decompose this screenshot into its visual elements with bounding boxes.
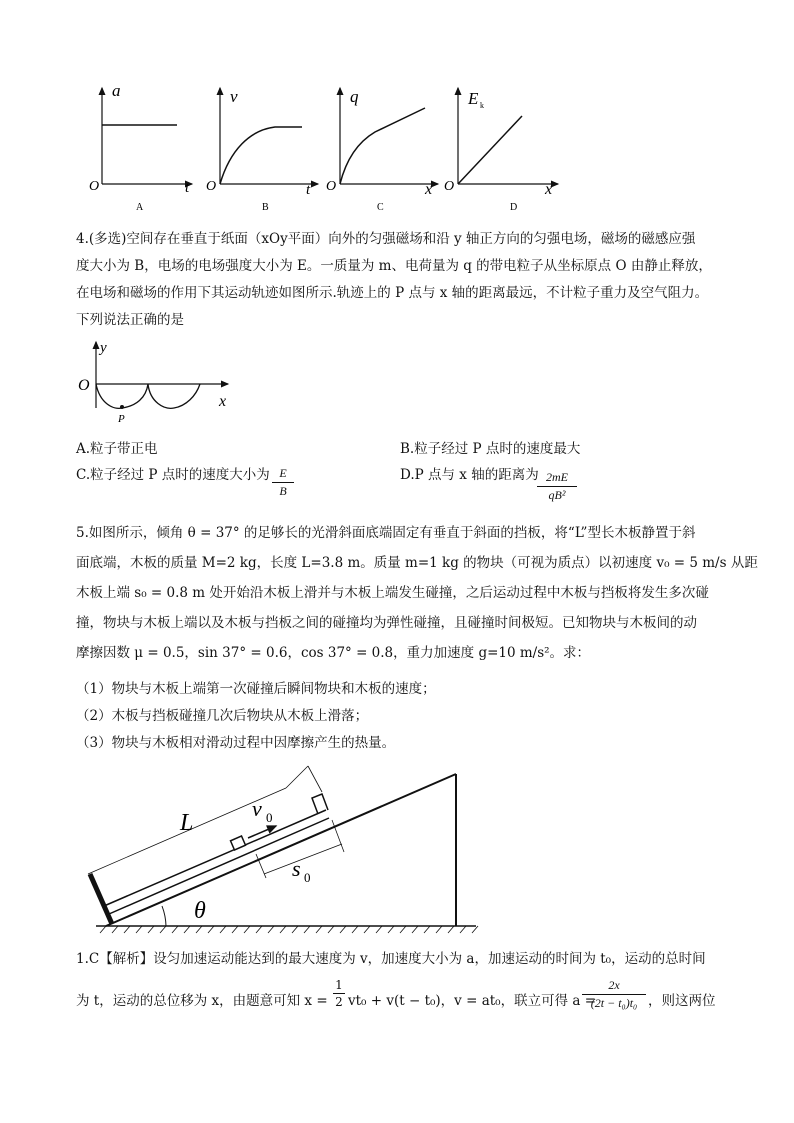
board-stopper bbox=[312, 794, 328, 814]
label-s0: s bbox=[292, 856, 301, 881]
graph-a-ylabel: a bbox=[112, 81, 121, 100]
graph-c-origin: O bbox=[326, 179, 337, 194]
graph-d-ylabel-sub: k bbox=[480, 101, 484, 110]
q4-trajectory-figure bbox=[76, 338, 246, 428]
q4-fig-ylabel: y bbox=[100, 340, 107, 356]
graph-d-curve bbox=[458, 116, 522, 184]
q4-fig-p-label: P bbox=[118, 413, 125, 425]
q5-line-2: 面底端，木板的质量 M=2 kg，长度 L=3.8 m。质量 m=1 kg 的物块（可视为质点）以初速度 v₀ = 5 m/s 从距 bbox=[76, 555, 758, 571]
q4-option-d-denominator: qB² bbox=[548, 488, 566, 502]
velocity-arrow bbox=[248, 826, 276, 838]
q5-line-5: 摩擦因数 μ = 0.5，sin 37° = 0.6，cos 37° = 0.8，重力加速度 g=10 m/s²。求： bbox=[76, 645, 591, 661]
solution-a-fraction bbox=[582, 978, 646, 1011]
q4-fig-xlabel: x bbox=[219, 393, 227, 410]
baffle bbox=[90, 874, 112, 924]
q4-option-c: C.粒子经过 P 点时的速度大小为 bbox=[76, 467, 270, 483]
q4-line-3: 在电场和磁场的作用下其运动轨迹如图所示.轨迹上的 P 点与 x 轴的距离最远，不计粒子重力及空气阻力。 bbox=[76, 285, 709, 301]
q5-line-3: 木板上端 s₀ = 0.8 m 处开始沿木板上滑并与木板上端发生碰撞，之后运动过程中木板与挡板将发生多次碰 bbox=[76, 585, 709, 601]
graph-b bbox=[206, 87, 318, 213]
graph-a-origin: O bbox=[89, 179, 100, 194]
q4-option-c-numerator: E bbox=[279, 466, 287, 480]
graph-c-curve bbox=[340, 108, 425, 184]
q5-sub-1: （1）物块与木板上端第一次碰撞后瞬间物块和木板的速度； bbox=[76, 681, 436, 697]
solution-a-numerator: 2x bbox=[608, 978, 620, 992]
graph-d bbox=[444, 88, 558, 213]
q5-sub-2: （2）木板与挡板碰撞几次后物块从木板上滑落； bbox=[76, 708, 369, 724]
angle-arc bbox=[162, 906, 166, 926]
graph-a-xlabel: t bbox=[185, 180, 190, 196]
q5-line-1: 5.如图所示，倾角 θ = 37° 的足够长的光滑斜面底端固定有垂直于斜面的挡板，将“L”型长木板静置于斜 bbox=[76, 525, 696, 541]
q4-option-c-fraction bbox=[272, 466, 294, 499]
solution-line-2b: vt₀ + v(t − t₀)，v = at₀，联立可得 a = bbox=[348, 993, 597, 1009]
label-s0-sub: 0 bbox=[304, 870, 311, 885]
graph-d-origin: O bbox=[444, 179, 455, 194]
graph-a-caption: A bbox=[136, 202, 144, 213]
solution-line-1: 1.C【解析】设匀加速运动能达到的最大速度为 v，加速度大小为 a，加速运动的时间为 t₀，运动的总时间 bbox=[76, 951, 706, 967]
graph-a bbox=[89, 81, 192, 213]
solution-line-2c: ，则这两位 bbox=[648, 993, 716, 1009]
q4-line-1: 4.(多选)空间存在垂直于纸面（xOy平面）向外的匀强磁场和沿 y 轴正方向的匀强电场，磁场的磁感应强 bbox=[76, 231, 696, 247]
solution-half-denominator: 2 bbox=[335, 995, 343, 1009]
graph-d-xlabel: x bbox=[545, 181, 553, 198]
graph-c-xlabel: x bbox=[425, 181, 433, 198]
ground-hatching bbox=[100, 926, 478, 933]
q4-option-b: B.粒子经过 P 点时的速度最大 bbox=[400, 441, 581, 457]
graph-c-caption: C bbox=[377, 202, 384, 213]
graph-b-xlabel: t bbox=[306, 182, 311, 198]
q4-line-2: 度大小为 B，电场的电场强度大小为 E。一质量为 m、电荷量为 q 的带电粒子从坐标原点 O 由静止释放， bbox=[76, 258, 712, 274]
point-p bbox=[120, 405, 124, 409]
solution-half-numerator: 1 bbox=[335, 978, 343, 992]
q4-option-d: D.P 点与 x 轴的距离为 bbox=[400, 467, 539, 483]
q4-option-c-denominator: B bbox=[279, 484, 287, 498]
graph-c-ylabel: q bbox=[350, 87, 359, 106]
graphs-figure bbox=[80, 80, 570, 215]
incline-surface bbox=[106, 774, 456, 926]
q4-fig-origin: O bbox=[78, 377, 90, 394]
q4-line-4: 下列说法正确的是 bbox=[76, 312, 184, 328]
q4-option-d-numerator: 2mE bbox=[546, 470, 568, 484]
graph-b-caption: B bbox=[262, 202, 269, 213]
block bbox=[231, 836, 246, 850]
graph-c bbox=[326, 87, 438, 213]
trajectory-curve bbox=[96, 384, 200, 408]
label-l: L bbox=[180, 810, 194, 836]
graph-b-origin: O bbox=[206, 179, 217, 194]
solution-half-fraction bbox=[333, 978, 345, 1009]
label-theta: θ bbox=[194, 898, 206, 924]
solution-line-2a: 为 t，运动的总位移为 x，由题意可知 x = bbox=[76, 993, 328, 1009]
q5-sub-3: （3）物块与木板相对滑动过程中因摩擦产生的热量。 bbox=[76, 735, 396, 751]
graph-b-ylabel: v bbox=[230, 87, 238, 106]
solution-a-denominator: (2t − t₀)t₀ bbox=[590, 996, 638, 1010]
q4-option-d-fraction bbox=[537, 470, 577, 503]
graph-d-ylabel: E bbox=[468, 89, 479, 108]
label-v0: v bbox=[252, 796, 262, 821]
q5-line-4: 撞，物块与木板上端以及木板与挡板之间的碰撞均为弹性碰撞，且碰撞时间极短。已知物块与木板间的动 bbox=[76, 615, 697, 631]
q4-option-a: A.粒子带正电 bbox=[76, 441, 158, 457]
graph-d-caption: D bbox=[510, 202, 518, 213]
label-v0-sub: 0 bbox=[266, 810, 273, 825]
incline-figure bbox=[76, 756, 496, 936]
graph-b-curve bbox=[220, 127, 302, 184]
